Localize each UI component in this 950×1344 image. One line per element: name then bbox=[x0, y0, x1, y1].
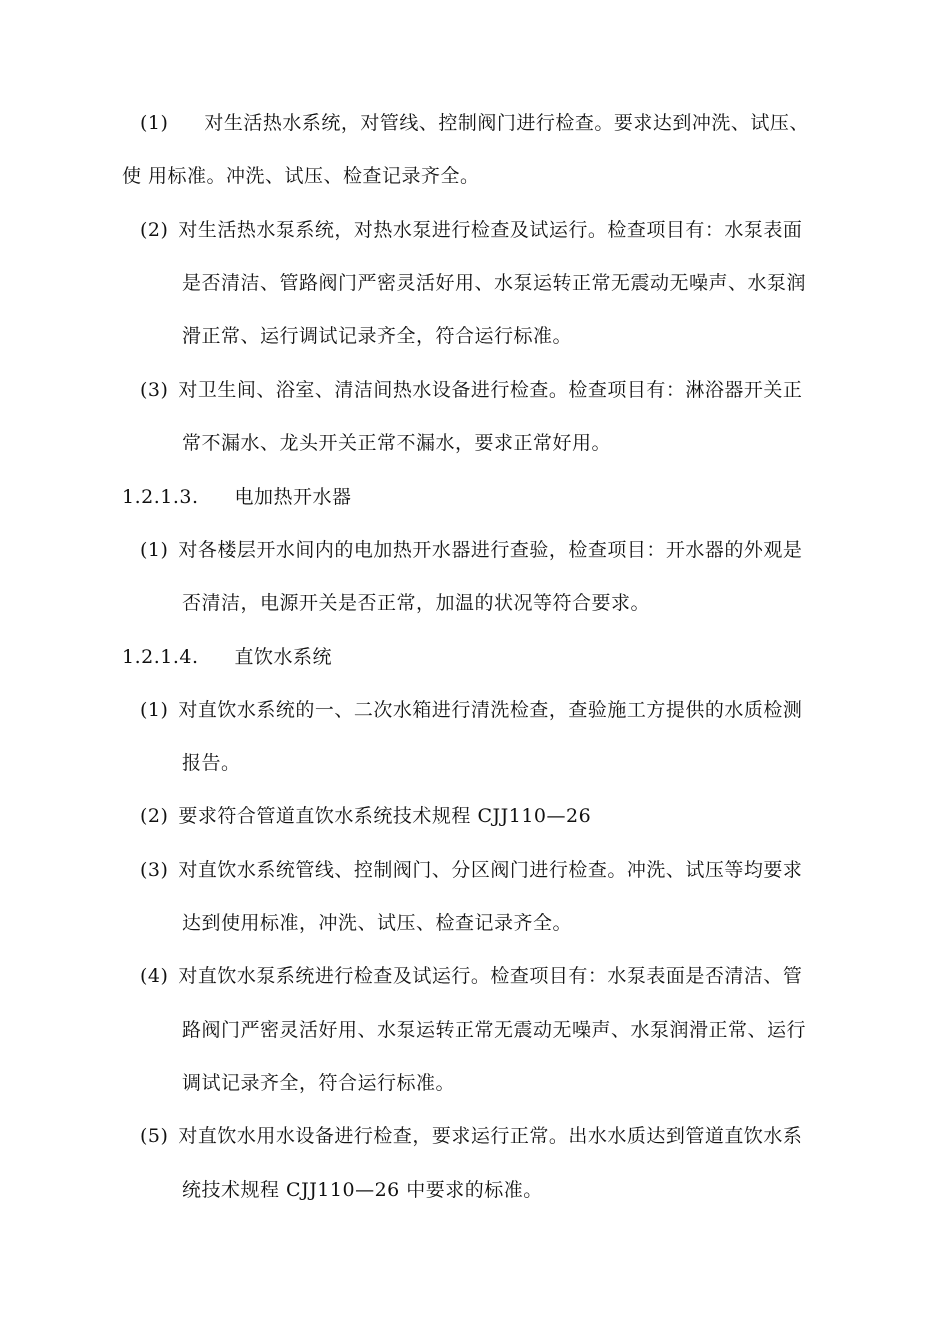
item-continuation: 是否清洁、管路阀门严密灵活好用、水泵运转正常无震动无噪声、水泵润 bbox=[182, 272, 807, 294]
item-continuation: 常不漏水、龙头开关正常不漏水，要求正常好用。 bbox=[182, 432, 612, 454]
item-number: (2) bbox=[140, 219, 169, 241]
section-number: 1.2.1.4. bbox=[122, 646, 199, 668]
section-heading bbox=[122, 644, 332, 670]
item-text: 要求符合管道直饮水系统技术规程 CJJ110—26 bbox=[178, 805, 592, 827]
item-continuation: 滑正常、运行调试记录齐全，符合运行标准。 bbox=[182, 325, 573, 347]
item-number: (3) bbox=[140, 379, 169, 401]
list-item bbox=[140, 217, 802, 243]
item-text: 对卫生间、浴室、清洁间热水设备进行检查。检查项目有：淋浴器开关正 bbox=[178, 379, 803, 401]
item-text: 对直饮水用水设备进行检查，要求运行正常。出水水质达到管道直饮水系 bbox=[178, 1125, 803, 1147]
section-title: 电加热开水器 bbox=[234, 486, 352, 508]
item-number: (5) bbox=[140, 1125, 169, 1147]
section-title: 直饮水系统 bbox=[234, 646, 333, 668]
item-continuation: 达到使用标准，冲洗、试压、检查记录齐全。 bbox=[182, 912, 573, 934]
item-continuation: 统技术规程 CJJ110—26 中要求的标准。 bbox=[182, 1179, 543, 1201]
item-text: 对生活热水系统，对管线、控制阀门进行检查。要求达到冲洗、试压、 bbox=[204, 112, 809, 134]
list-item bbox=[140, 1123, 802, 1149]
list-item bbox=[140, 537, 802, 563]
item-text: 对生活热水泵系统，对热水泵进行检查及试运行。检查项目有：水泵表面 bbox=[178, 219, 803, 241]
item-number: (1) bbox=[140, 112, 169, 134]
item-number: (1) bbox=[140, 699, 169, 721]
item-text: 对直饮水系统的一、二次水箱进行清洗检查，查验施工方提供的水质检测 bbox=[178, 699, 803, 721]
section-heading bbox=[122, 484, 352, 510]
item-number: (4) bbox=[140, 965, 169, 987]
item-number: (2) bbox=[140, 805, 169, 827]
item-continuation: 否清洁，电源开关是否正常，加温的状况等符合要求。 bbox=[182, 592, 651, 614]
item-text: 对各楼层开水间内的电加热开水器进行查验，检查项目：开水器的外观是 bbox=[178, 539, 803, 561]
item-text: 对直饮水系统管线、控制阀门、分区阀门进行检查。冲洗、试压等均要求 bbox=[178, 859, 803, 881]
list-item bbox=[140, 697, 802, 723]
item-text: 对直饮水泵系统进行检查及试运行。检查项目有：水泵表面是否清洁、管 bbox=[178, 965, 803, 987]
item-continuation: 调试记录齐全，符合运行标准。 bbox=[182, 1072, 456, 1094]
list-item bbox=[140, 963, 802, 989]
item-number: (1) bbox=[140, 539, 169, 561]
item-continuation: 路阀门严密灵活好用、水泵运转正常无震动无噪声、水泵润滑正常、运行 bbox=[182, 1019, 807, 1041]
list-item bbox=[140, 857, 802, 883]
list-item bbox=[140, 110, 809, 136]
list-item bbox=[140, 803, 591, 829]
list-item bbox=[140, 377, 802, 403]
item-number: (3) bbox=[140, 859, 169, 881]
item-continuation: 使 用标准。冲洗、试压、检查记录齐全。 bbox=[122, 165, 480, 187]
section-number: 1.2.1.3. bbox=[122, 486, 199, 508]
item-continuation: 报告。 bbox=[182, 752, 241, 774]
